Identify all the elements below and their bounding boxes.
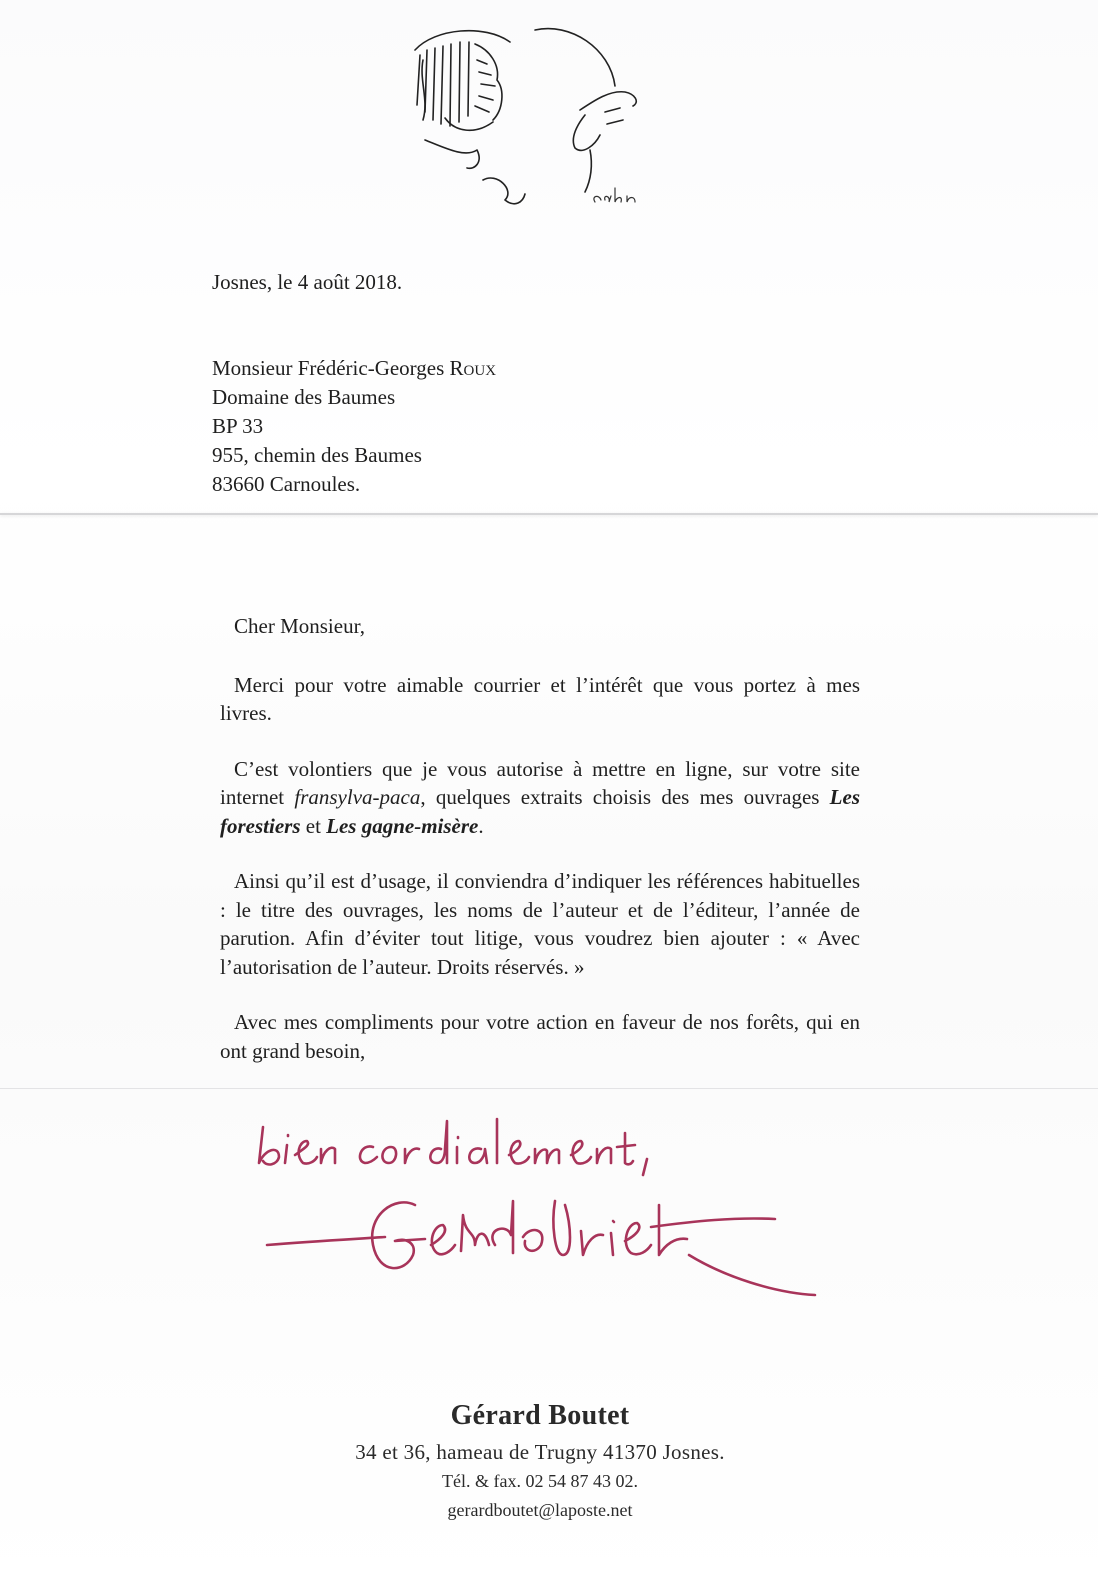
book-title: Les gagne-misère [326, 813, 479, 838]
text-segment: et [300, 813, 327, 838]
letterhead-phone: Tél. & fax. 02 54 87 43 02. [442, 1471, 638, 1491]
salutation: Cher Monsieur, [234, 614, 365, 638]
letterhead-email: gerardboutet@laposte.net [447, 1500, 633, 1520]
recipient-city: 83660 Carnoules. [212, 472, 361, 496]
recipient-po-box: BP 33 [212, 414, 264, 438]
caricature-sketch [405, 20, 655, 215]
recipient-address [212, 354, 496, 499]
text-segment: C’est volontiers que je vous autorise à mettre en ligne, sur votre site internet [220, 756, 860, 809]
letterhead-name: Gérard Boutet [450, 1400, 630, 1431]
recipient-name: Monsieur Frédéric-Georges [212, 356, 450, 380]
text-segment: , quelques extraits choisis des mes ouvrages [420, 785, 830, 809]
recipient-surname: Roux [449, 356, 497, 380]
paragraph-thanks: Merci pour votre aimable courrier et l’intérêt que vous portez à mes livres. [220, 672, 860, 725]
letterhead [300, 1400, 780, 1521]
recipient-street: 955, chemin des Baumes [212, 443, 422, 467]
handwritten-signature [255, 1105, 855, 1305]
letter-date: Josnes, le 4 août 2018. [212, 270, 403, 294]
recipient-name-line [212, 354, 496, 383]
paragraph-references: Ainsi qu’il est d’usage, il conviendra d’indiquer les références habituelles : le titre des ouvrages, les noms de l’auteur et de l’éditeur, l’année de parution. Afin d’éviter tout litige, vous voudrez bien ajouter : « Avec l’autorisation de l’auteur. Droits réservés. » [220, 869, 860, 979]
letterhead-address: 34 et 36, hameau de Trugny 41370 Josnes. [355, 1440, 725, 1464]
letter-body [220, 612, 860, 1092]
site-name: fransylva-paca [294, 785, 421, 809]
paragraph-authorization [220, 755, 860, 841]
book-title: Les forestiers [220, 785, 860, 838]
text-segment: . [478, 813, 484, 838]
recipient-estate: Domaine des Baumes [212, 385, 396, 409]
paragraph-compliments: Avec mes compliments pour votre action en faveur de nos forêts, qui en ont grand besoin, [220, 1010, 860, 1063]
paper-fold-line [0, 513, 1098, 515]
